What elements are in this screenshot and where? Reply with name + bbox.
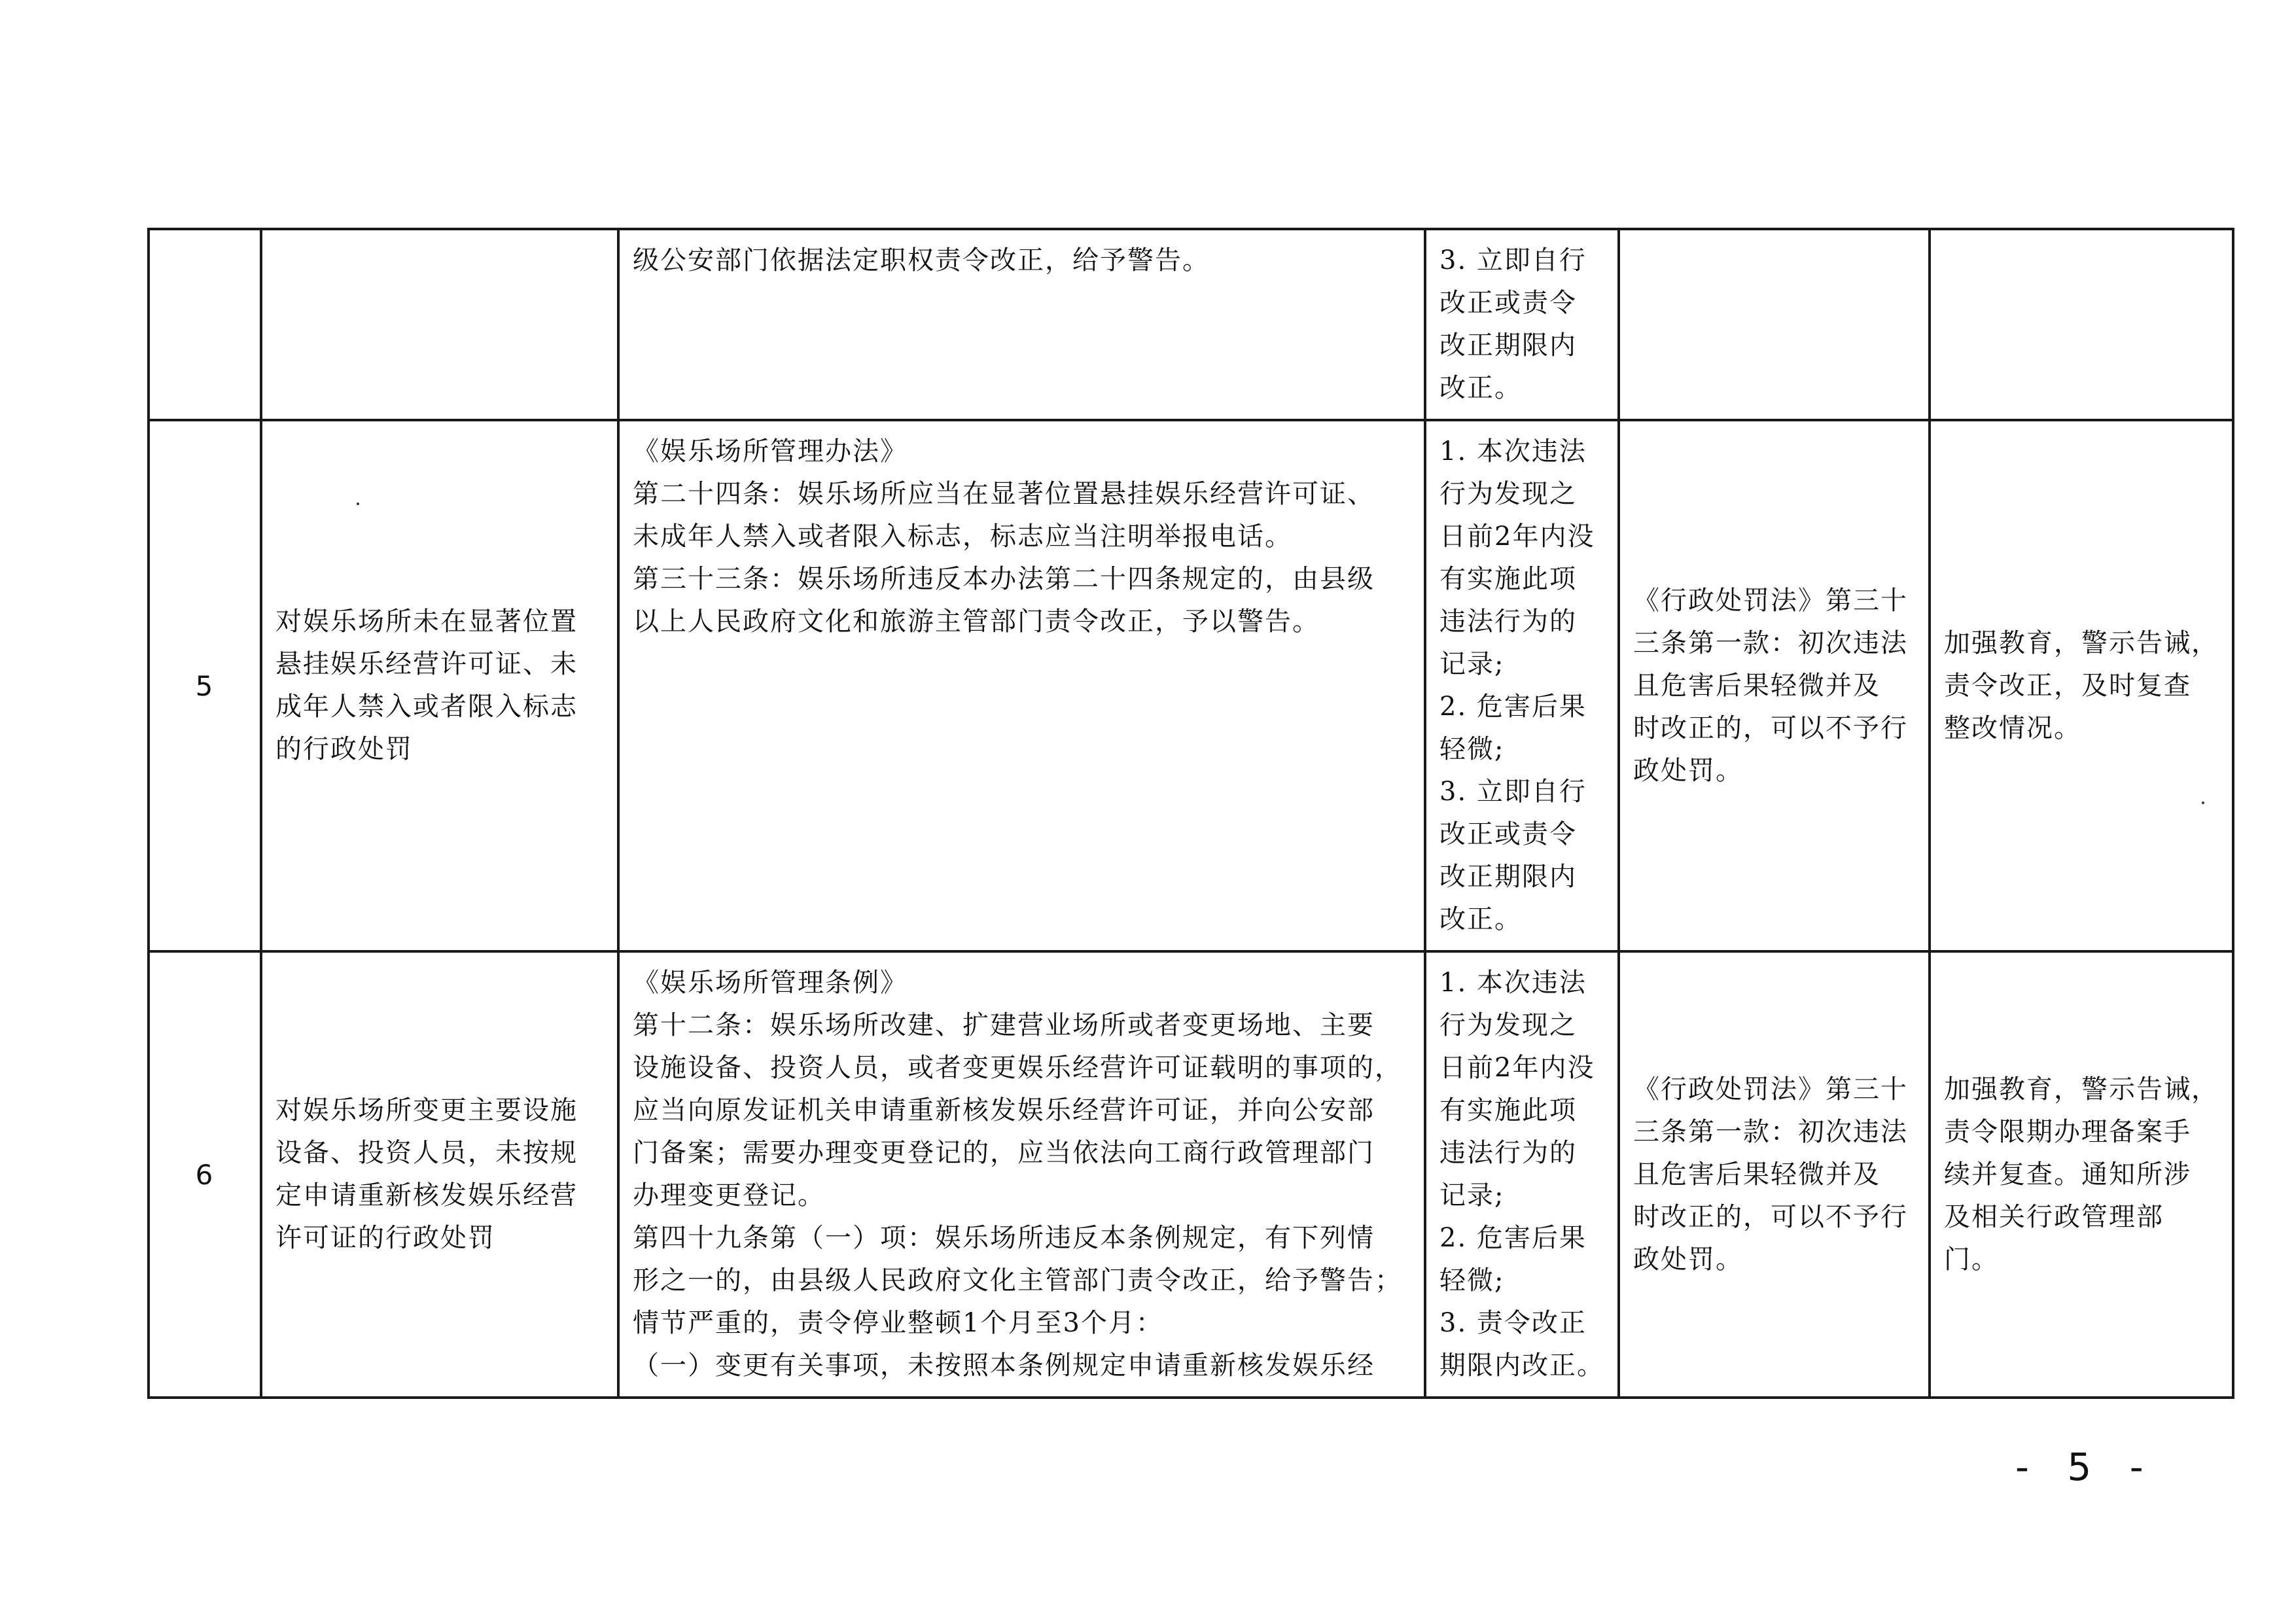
cell-text-line: 门备案；需要办理变更登记的，应当依法向工商行政管理部门: [633, 1138, 1375, 1168]
cell-text-line: 行为发现之: [1439, 479, 1577, 509]
cell-text-line: 未成年人禁入或者限入标志，标志应当注明举报电话。: [633, 521, 1292, 552]
page-number: - 5 -: [2015, 1445, 2157, 1489]
cell-text-line: 改正。: [1439, 904, 1522, 934]
conditions-cell: [1425, 420, 1619, 951]
cell-text-line: 改正。: [1439, 373, 1522, 403]
cell-text-line: 有实施此项: [1439, 1095, 1577, 1125]
cell-text-line: 改正或责令: [1439, 288, 1577, 318]
cell-text-line: 行为发现之: [1439, 1010, 1577, 1040]
item-name-cell: [261, 951, 618, 1398]
legal-basis-cell: [618, 229, 1425, 420]
cell-text-line: 对娱乐场所未在显著位置: [275, 607, 578, 637]
cell-text-line: 3. 立即自行: [1439, 777, 1587, 807]
conditions-cell: [1425, 229, 1619, 420]
cell-text-line: 第三十三条：娱乐场所违反本办法第二十四条规定的，由县级: [633, 564, 1375, 594]
cell-text-line: 且危害后果轻微并及: [1633, 1159, 1880, 1190]
cell-text-line: 违法行为的: [1439, 1138, 1577, 1168]
cell-text-line: 悬挂娱乐经营许可证、未: [275, 649, 578, 679]
cell-text-line: 第二十四条：娱乐场所应当在显著位置悬挂娱乐经营许可证、: [633, 479, 1375, 509]
penalty-basis-cell: [1619, 420, 1930, 951]
table-row: [149, 229, 2233, 420]
cell-text-line: 定申请重新核发娱乐经营: [275, 1180, 578, 1210]
row-number-cell: [149, 229, 261, 420]
cell-text-line: 应当向原发证机关申请重新核发娱乐经营许可证，并向公安部: [633, 1095, 1375, 1125]
legal-basis-cell: [618, 951, 1425, 1398]
cell-text-line: 日前2年内没: [1439, 521, 1595, 552]
item-name-cell: [261, 420, 618, 951]
row-number-cell: 5: [149, 420, 261, 951]
cell-text-line: 3. 责令改正: [1439, 1308, 1587, 1338]
cell-text-line: 日前2年内没: [1439, 1053, 1595, 1083]
scan-speck: [357, 503, 359, 505]
cell-text-line: 三条第一款：初次违法: [1633, 1116, 1908, 1147]
cell-text-line: 1. 本次违法: [1439, 968, 1587, 998]
cell-text-line: 三条第一款：初次违法: [1633, 627, 1908, 658]
cell-text-line: 改正期限内: [1439, 330, 1577, 361]
cell-text-line: 门。: [1944, 1244, 1999, 1275]
cell-text-line: 成年人禁入或者限入标志: [275, 692, 578, 722]
cell-text-line: 加强教育，警示告诫，: [1944, 1074, 2219, 1104]
cell-text-line: 3. 立即自行: [1439, 245, 1587, 275]
cell-text-line: 整改情况。: [1944, 713, 2081, 743]
cell-text-line: 改正或责令: [1439, 819, 1577, 849]
cell-text-line: 第十二条：娱乐场所改建、扩建营业场所或者变更场地、主要: [633, 1010, 1375, 1040]
cell-text-line: 以上人民政府文化和旅游主管部门责令改正，予以警告。: [633, 607, 1320, 637]
cell-text-line: 设备、投资人员，未按规: [275, 1138, 578, 1168]
cell-text-line: 1. 本次违法: [1439, 436, 1587, 467]
cell-text-line: （一）变更有关事项，未按照本条例规定申请重新核发娱乐经: [633, 1350, 1375, 1381]
cell-text-line: 政处罚。: [1633, 1244, 1743, 1275]
scan-speck: [2202, 802, 2204, 804]
cell-text-line: 《娱乐场所管理办法》: [633, 436, 908, 467]
cell-text-line: 违法行为的: [1439, 607, 1577, 637]
penalty-basis-cell: [1619, 951, 1930, 1398]
measures-cell: [1930, 229, 2233, 420]
cell-text-line: 2. 危害后果: [1439, 1223, 1587, 1253]
cell-text-line: 的行政处罚: [275, 734, 413, 764]
cell-text-line: 时改正的，可以不予行: [1633, 1201, 1908, 1232]
cell-text-line: 2. 危害后果: [1439, 692, 1587, 722]
conditions-cell: [1425, 951, 1619, 1398]
cell-text-line: 时改正的，可以不予行: [1633, 713, 1908, 743]
cell-text-line: 《娱乐场所管理条例》: [633, 968, 908, 998]
cell-text-line: 政处罚。: [1633, 755, 1743, 786]
cell-text-line: 加强教育，警示告诫，: [1944, 627, 2219, 658]
legal-basis-cell: [618, 420, 1425, 951]
penalty-table: [147, 228, 2234, 1399]
cell-text-line: 形之一的，由县级人民政府文化主管部门责令改正，给予警告；: [633, 1265, 1402, 1296]
cell-text-line: 责令限期办理备案手: [1944, 1116, 2191, 1147]
item-name-cell: [261, 229, 618, 420]
cell-text-line: 《行政处罚法》第三十: [1633, 1074, 1908, 1104]
table-row: [149, 951, 2233, 1398]
cell-text-line: 责令改正，及时复查: [1944, 670, 2191, 701]
cell-text-line: 设施设备、投资人员，或者变更娱乐经营许可证载明的事项的，: [633, 1053, 1402, 1083]
measures-cell: [1930, 951, 2233, 1398]
table-row: [149, 420, 2233, 951]
cell-text-line: 有实施此项: [1439, 564, 1577, 594]
penalty-basis-cell: [1619, 229, 1930, 420]
cell-text-line: 轻微;: [1439, 734, 1505, 764]
cell-text-line: 期限内改正。: [1439, 1350, 1604, 1381]
cell-text-line: 轻微;: [1439, 1265, 1505, 1296]
cell-text-line: 续并复查。通知所涉: [1944, 1159, 2191, 1190]
cell-text-line: 情节严重的，责令停业整顿1个月至3个月：: [633, 1308, 1163, 1338]
cell-text-line: 《行政处罚法》第三十: [1633, 585, 1908, 616]
cell-text-line: 第四十九条第（一）项：娱乐场所违反本条例规定，有下列情: [633, 1223, 1375, 1253]
row-number-cell: 6: [149, 951, 261, 1398]
cell-text-line: 办理变更登记。: [633, 1180, 825, 1210]
cell-text-line: 级公安部门依据法定职权责令改正，给予警告。: [633, 245, 1210, 275]
cell-text-line: 记录;: [1439, 1180, 1505, 1210]
cell-text-line: 对娱乐场所变更主要设施: [275, 1095, 578, 1125]
cell-text-line: 及相关行政管理部: [1944, 1201, 2164, 1232]
table-body: [149, 229, 2233, 1398]
cell-text-line: 且危害后果轻微并及: [1633, 670, 1880, 701]
cell-text-line: 许可证的行政处罚: [275, 1223, 495, 1253]
cell-text-line: 记录;: [1439, 649, 1505, 679]
measures-cell: [1930, 420, 2233, 951]
cell-text-line: 改正期限内: [1439, 862, 1577, 892]
